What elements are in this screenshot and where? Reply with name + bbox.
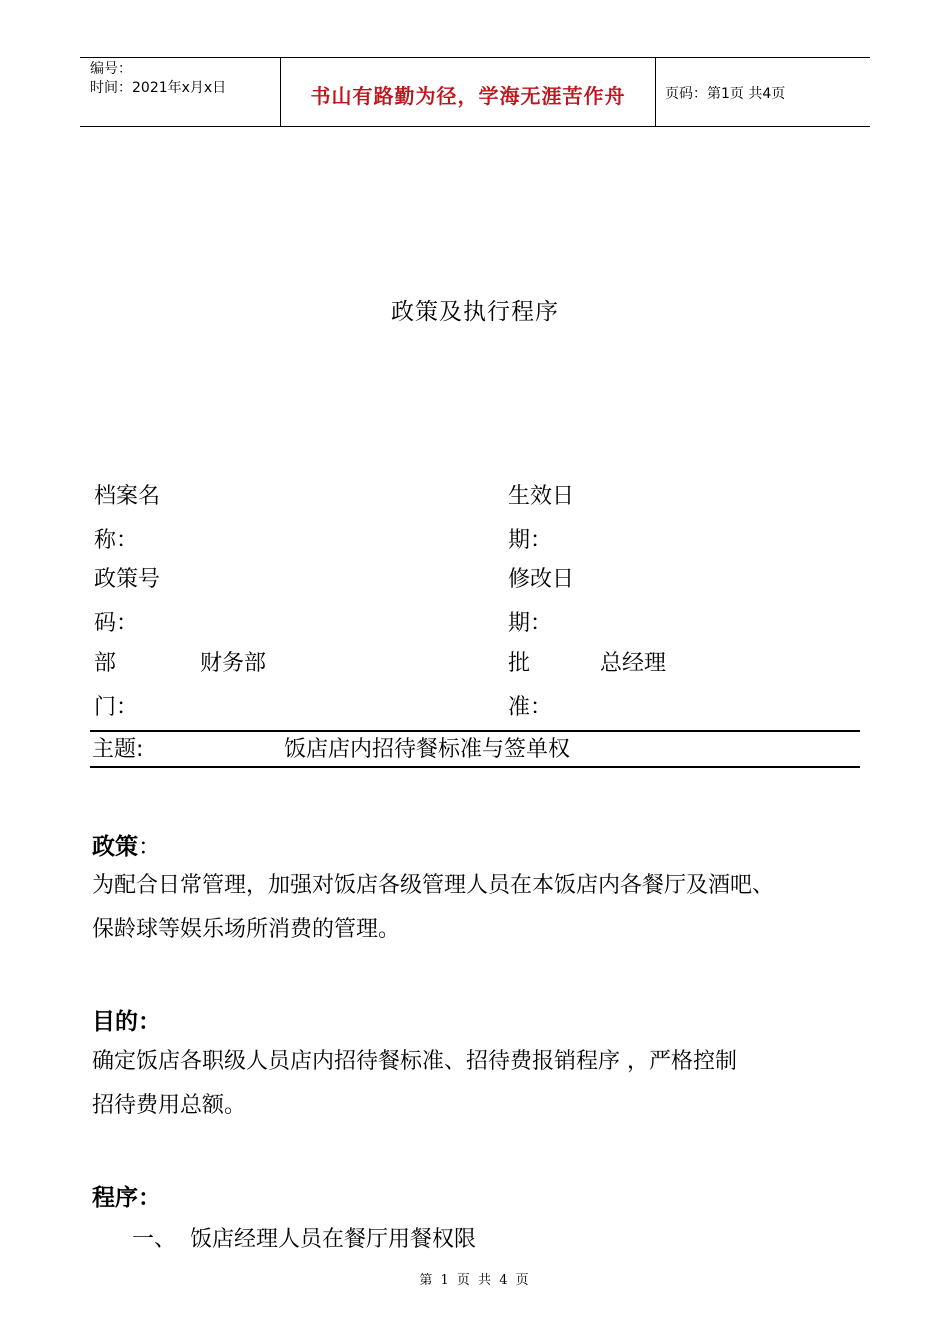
policy-line: 为配合日常管理，加强对饭店各级管理人员在本饭店内各餐厅及酒吧、 [92,873,775,898]
policy-heading-text: 政策 [92,834,138,860]
policy-heading-colon: ： [138,834,161,860]
subject-top-rule [90,730,860,732]
header-table [80,57,870,127]
purpose-heading: 目的： [92,1009,161,1035]
revision-date-label-cont: 期： [508,611,553,636]
policy-paragraph [92,864,774,952]
purpose-paragraph [92,1040,737,1128]
page-footer: 第 1 页 共 4 页 [419,1273,531,1288]
procedure-heading: 程序： [92,1185,161,1211]
department-label-cont: 门： [94,695,139,720]
policy-number-label-cont: 码： [94,611,139,636]
subject-bottom-rule [90,766,860,768]
file-name-label: 档案名 [94,484,161,509]
policy-line: 保龄球等娱乐场所消费的管理。 [92,917,401,942]
policy-heading [92,828,161,861]
header-left-cell [90,60,226,98]
doc-number-label: 编号： [90,61,132,77]
approval-label-cont: 准： [508,695,553,720]
procedure-item-number: 一、 [132,1227,177,1252]
approval-label: 批 [508,651,531,676]
file-name-label-cont: 称： [94,528,139,553]
effective-date-label: 生效日 [508,484,575,509]
approval-value: 总经理 [600,651,667,676]
subject-label: 主题: [92,737,144,762]
procedure-item [132,1222,490,1253]
policy-number-label: 政策号 [94,567,161,592]
procedure-item-text: 饭店经理人员在餐厅用餐权限 [190,1227,477,1252]
header-motto: 书山有路勤为径，学海无涯苦作舟 [310,84,626,108]
header-divider [655,58,656,126]
subject-value: 饭店店内招待餐标准与签单权 [284,737,571,762]
purpose-line: 确定饭店各职级人员店内招待餐标准、招待费报销程序 ，严格控制 [92,1049,737,1074]
purpose-line: 招待费用总额。 [92,1093,247,1118]
department-label: 部 [94,651,117,676]
effective-date-label-cont: 期： [508,528,553,553]
department-value: 财务部 [200,651,267,676]
header-page-info: 页码：第1页 共4页 [665,86,786,102]
revision-date-label: 修改日 [508,567,575,592]
date-line: 时间：2021年x月x日 [90,80,227,96]
document-title: 政策及执行程序 [391,299,559,325]
